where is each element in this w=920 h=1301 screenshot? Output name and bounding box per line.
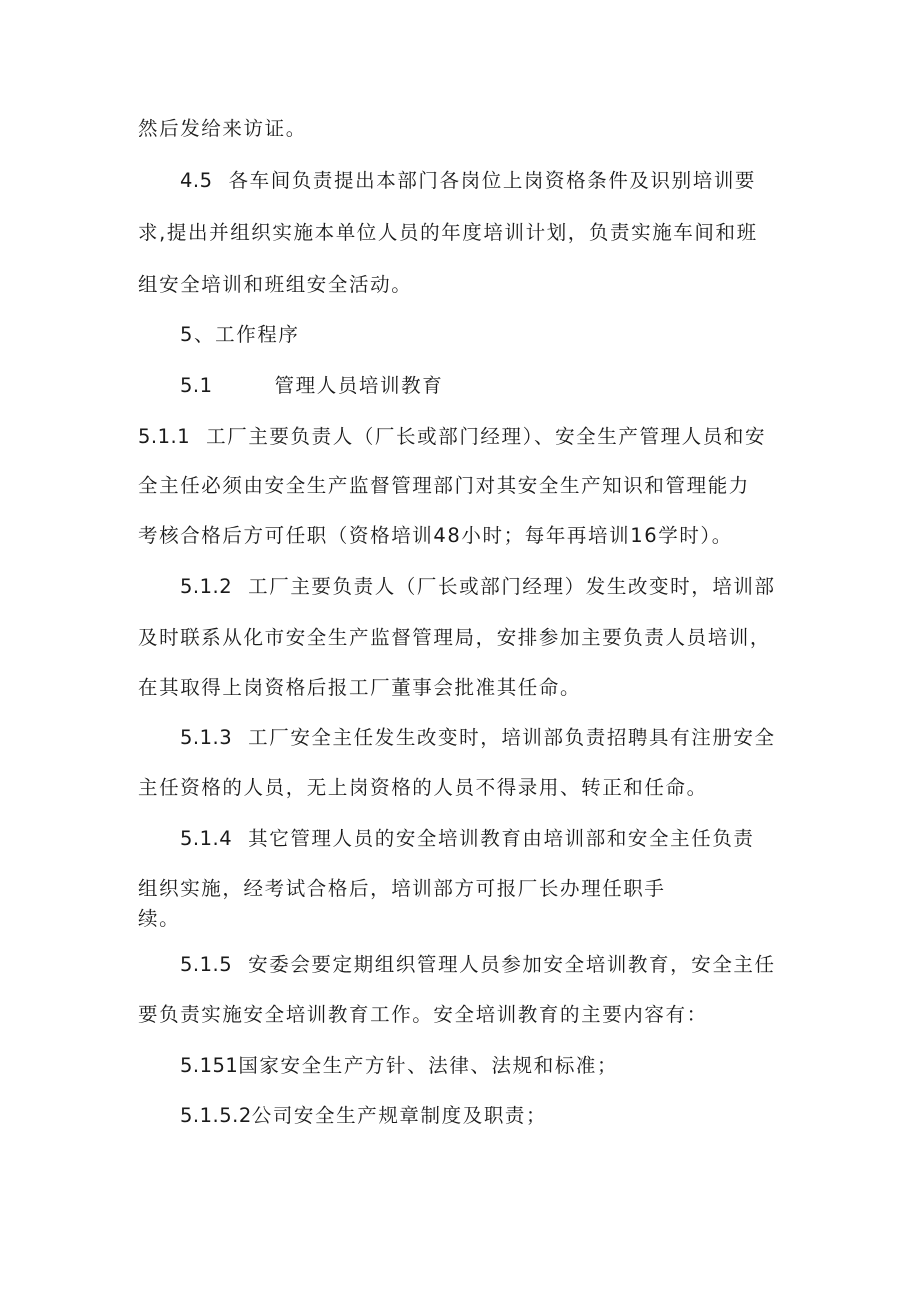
subsection-title: 管理人员培训教育: [274, 374, 444, 397]
paragraph-text: 其它管理人员的安全培训教育由培训部和安全主任负责: [248, 827, 755, 850]
paragraph-text: 全主任必须由安全生产监督管理部门对其安全生产知识和管理能力: [138, 474, 750, 497]
paragraph-line: [138, 624, 771, 652]
paragraph-line: [138, 674, 581, 702]
paragraph-text: 工厂主要负责人（厂长或部门经理）发生改变时，培训部: [248, 575, 776, 598]
paragraph-text: 要负责实施安全培训教育工作。安全培训教育的主要内容有：: [138, 1003, 708, 1026]
paragraph-line: [138, 271, 412, 299]
section-title: 5、工作程序: [180, 323, 300, 346]
subsection-heading: [180, 372, 443, 400]
paragraph-text: 组安全培训和班组安全活动。: [138, 273, 413, 296]
paragraph-text: 工厂安全主任发生改变时，培训部负责招聘具有注册安全: [248, 726, 776, 749]
paragraph-line: [138, 115, 307, 143]
paragraph-text: 及时联系从化市安全生产监督管理局，安排参加主要负责人员培训，: [138, 626, 772, 649]
paragraph-line: [180, 724, 776, 752]
paragraph-text: 在其取得上岗资格后报工厂董事会批准其任命。: [138, 676, 582, 699]
paragraph-text: 续。: [138, 907, 181, 930]
list-item-text: 公司安全生产规章制度及职责；: [251, 1104, 548, 1127]
paragraph-line: [138, 875, 666, 903]
clause-number: 5.1.3: [180, 726, 233, 749]
list-item: [180, 1052, 618, 1080]
clause-number: 5.1.4: [180, 827, 233, 850]
clause-number: 4.5: [180, 169, 213, 192]
list-item: [180, 1102, 547, 1130]
clause-number: 5.1.5: [180, 953, 233, 976]
paragraph-text: 各车间负责提出本部门各岗位上岗资格条件及识别培训要: [228, 169, 757, 192]
paragraph-line: [138, 219, 758, 247]
paragraph-line: [138, 774, 708, 802]
clause-number: 5.1.5.2: [180, 1104, 252, 1127]
clause-number: 5.151: [180, 1054, 239, 1077]
clause-number: 5.1.2: [180, 575, 233, 598]
paragraph-line: [180, 573, 776, 601]
paragraph-text: 然后发给来访证。: [138, 117, 307, 140]
paragraph-line: [180, 167, 756, 195]
paragraph-line: [180, 825, 755, 853]
paragraph-text: 求,提出并组织实施本单位人员的年度培训计划，负责实施车间和班: [138, 221, 758, 244]
paragraph-line: [138, 472, 750, 500]
paragraph-line: [138, 423, 766, 451]
paragraph-text: 工厂主要负责人（厂长或部门经理）、安全生产管理人员和安: [206, 425, 767, 448]
clause-number: 5.1: [180, 374, 213, 397]
paragraph-text: 主任资格的人员，无上岗资格的人员不得录用、转正和任命。: [138, 776, 708, 799]
clause-number: 5.1.1: [138, 425, 191, 448]
paragraph-text: 考核合格后方可任职（资格培训48小时；每年再培训16学时）。: [138, 524, 733, 547]
section-heading: [180, 321, 300, 349]
list-item-text: 国家安全生产方针、法律、法规和标准；: [238, 1054, 619, 1077]
paragraph-line: [138, 905, 180, 933]
paragraph-line: [138, 522, 733, 550]
paragraph-text: 安委会要定期组织管理人员参加安全培训教育，安全主任: [248, 953, 776, 976]
paragraph-text: 组织实施，经考试合格后，培训部方可报厂长办理任职手: [138, 877, 666, 900]
paragraph-line: [180, 951, 776, 979]
paragraph-line: [138, 1001, 708, 1029]
